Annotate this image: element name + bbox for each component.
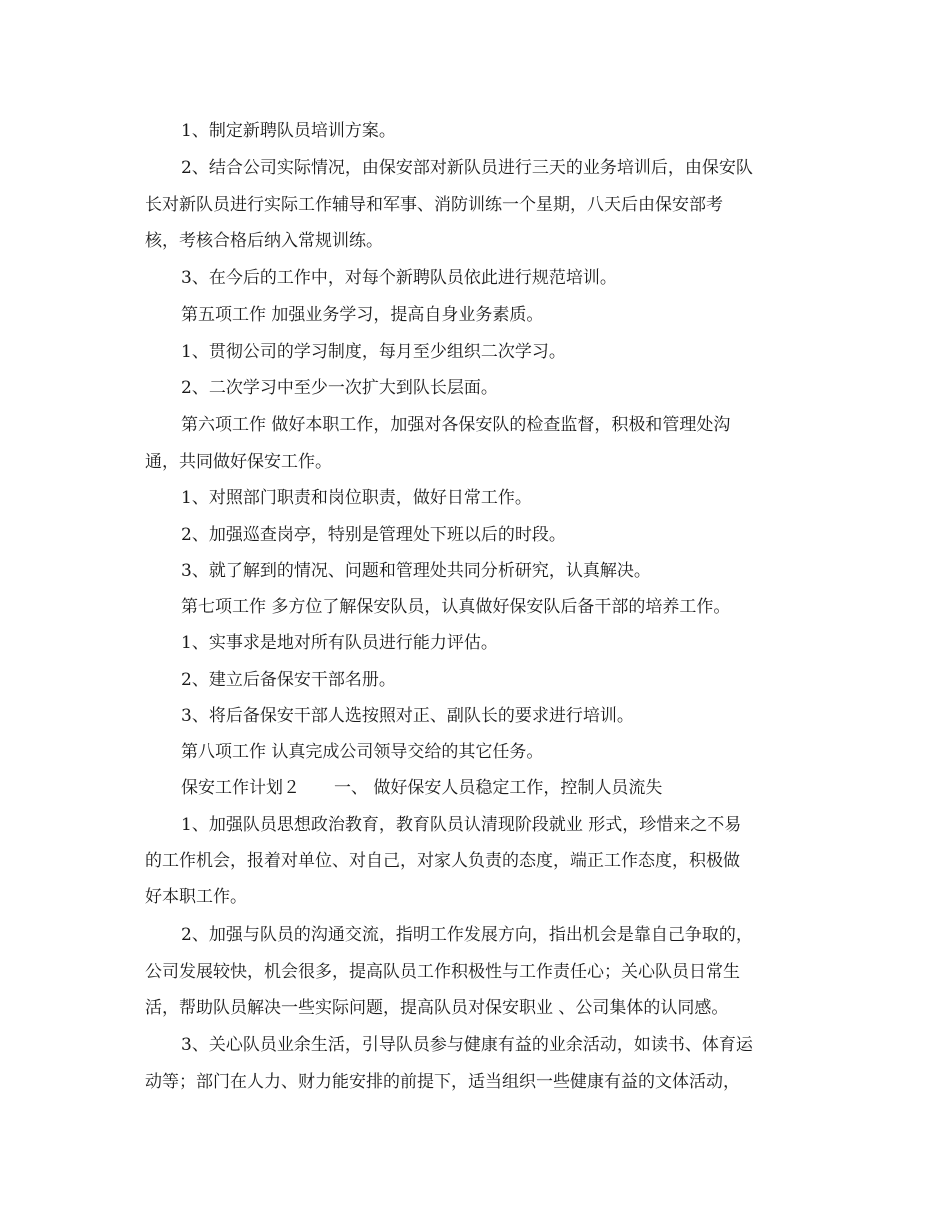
text-line: 1、贯彻公司的学习制度，每月至少组织二次学习。 [181, 342, 566, 362]
text-line: 1、加强队员思想政治教育，教育队员认清现阶段就业 形式，珍惜来之不易 [181, 815, 742, 835]
text-line: 长对新队员进行实际工作辅导和军事、消防训练一个星期，八天后由保安部考 [145, 195, 723, 215]
text-line: 1、制定新聘队员培训方案。 [181, 121, 396, 141]
section-heading: 第五项工作 加强业务学习，提高自身业务素质。 [181, 305, 544, 325]
text-line: 通，共同做好保安工作。 [145, 452, 332, 472]
text-line: 2、建立后备保安干部名册。 [181, 670, 396, 690]
text-line: 公司发展较快，机会很多，提高队员工作积极性与工作责任心；关心队员日常生 [145, 962, 740, 982]
text-line: 好本职工作。 [145, 887, 247, 907]
text-line: 3、关心队员业余生活，引导队员参与健康有益的业余活动，如读书、体育运 [181, 1035, 753, 1055]
text-line: 3、在今后的工作中，对每个新聘队员依此进行规范培训。 [181, 268, 617, 288]
text-line: 3、就了解到的情况、问题和管理处共同分析研究，认真解决。 [181, 561, 651, 581]
text-line: 2、加强巡查岗亭，特别是管理处下班以后的时段。 [181, 525, 566, 545]
section-heading: 第八项工作 认真完成公司领导交给的其它任务。 [181, 742, 544, 762]
text-line: 的工作机会，报着对单位、对自己，对家人负责的态度，端正工作态度，积极做 [145, 851, 740, 871]
text-line: 2、结合公司实际情况，由保安部对新队员进行三天的业务培训后，由保安队 [181, 158, 753, 178]
text-line: 1、实事求是地对所有队员进行能力评估。 [181, 633, 498, 653]
text-line: 3、将后备保安干部人选按照对正、副队长的要求进行培训。 [181, 706, 634, 726]
section-heading: 保安工作计划２ 一、 做好保安人员稳定工作，控制人员流失 [181, 778, 663, 798]
text-line: 2、二次学习中至少一次扩大到队长层面。 [181, 378, 498, 398]
text-line: 核，考核合格后纳入常规训练。 [145, 231, 383, 251]
text-line: 活，帮助队员解决一些实际问题，提高队员对保安职业 、公司集体的认同感。 [145, 998, 729, 1018]
text-line: 1、对照部门职责和岗位职责，做好日常工作。 [181, 488, 532, 508]
section-heading: 第七项工作 多方位了解保安队员，认真做好保安队后备干部的培养工作。 [181, 597, 731, 617]
section-heading: 第六项工作 做好本职工作，加强对各保安队的检查监督，积极和管理处沟 [181, 415, 731, 435]
text-line: 动等；部门在人力、财力能安排的前提下，适当组织一些健康有益的文体活动， [145, 1072, 740, 1092]
text-line: 2、加强与队员的沟通交流，指明工作发展方向，指出机会是靠自己争取的， [181, 925, 753, 945]
